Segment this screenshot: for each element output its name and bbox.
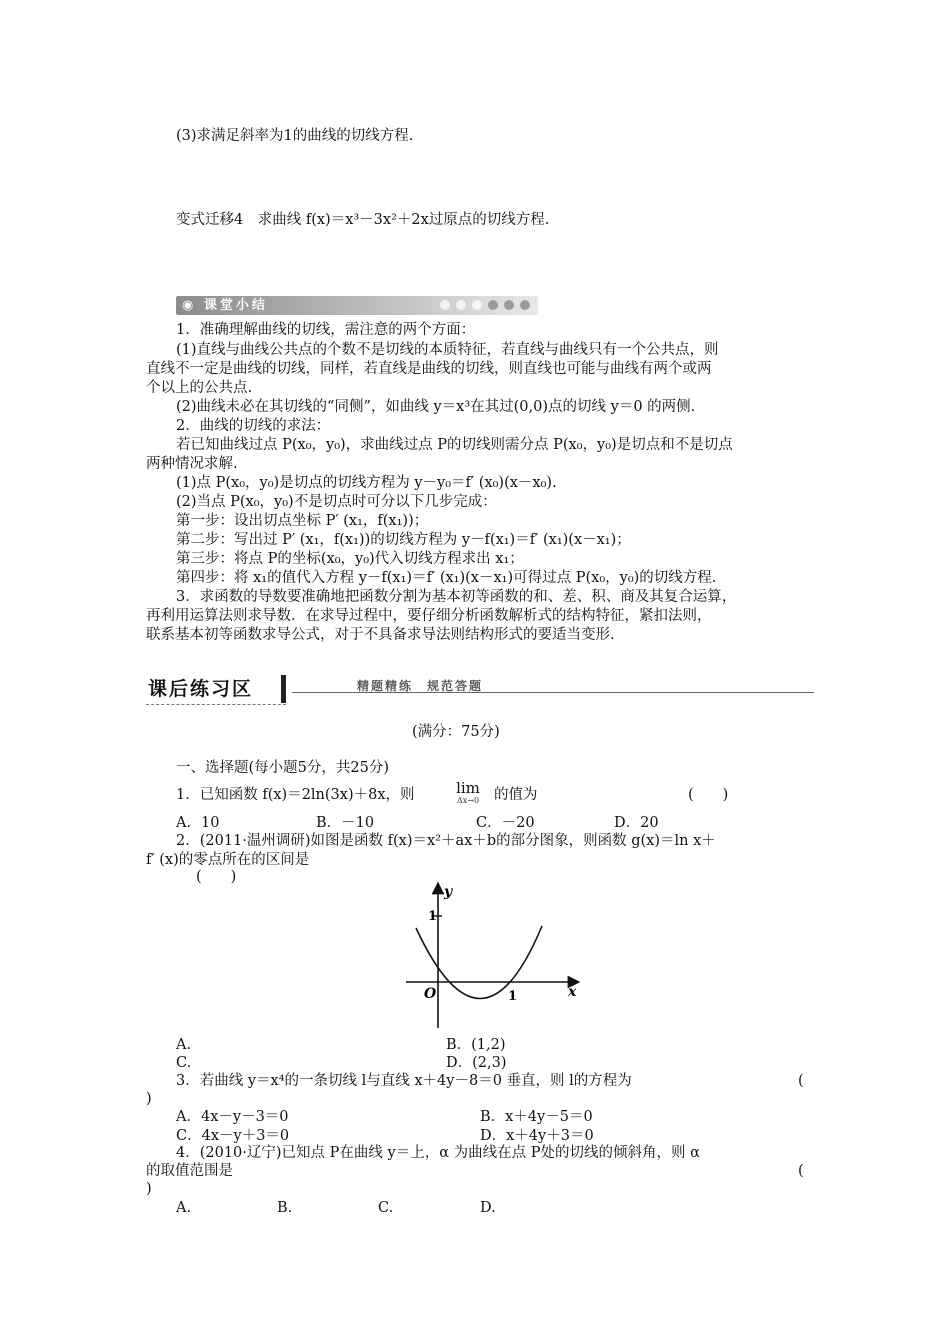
summary-line: 若已知曲线过点 P(x₀，y₀)，求曲线过点 P的切线则需分点 P(x₀，y₀)是切点和不是切点 xyxy=(176,437,733,453)
x-tick-label: 1 xyxy=(508,989,518,1004)
summary-title: ◉ 课堂小结 xyxy=(182,298,268,313)
section-dash xyxy=(146,704,286,705)
q4-text-line2: 的取值范围是 xyxy=(146,1163,233,1179)
q4-option-d: D. xyxy=(480,1200,496,1216)
summary-line: (1)点 P(x₀，y₀)是切点的切线方程为 y－y₀＝f′ (x₀)(x－x₀). xyxy=(176,475,557,491)
section-bar xyxy=(281,675,286,703)
q3-paren-close: ) xyxy=(146,1091,152,1107)
summary-line: (2)曲线未必在其切线的“同侧”，如曲线 y＝x³在其过(0,0)点的切线 y＝0 的两侧. xyxy=(176,399,696,415)
summary-line: 再利用运算法则求导数．在求导过程中，要仔细分析函数解析式的结构特征，紧扣法则， xyxy=(146,608,712,624)
q3-option-b: B．x＋4y－5＝0 xyxy=(480,1109,593,1125)
q1-answer-paren: ( ) xyxy=(688,787,729,803)
summary-line: 2．曲线的切线的求法： xyxy=(176,418,331,434)
q2-text-line1: 2．(2011·温州调研)如图是函数 f(x)＝x²＋ax＋b的部分图象，则函数 g(x)＝ln x＋ xyxy=(176,833,716,849)
q2-text-line2: f′ (x)的零点所在的区间是 xyxy=(146,852,310,868)
summary-banner xyxy=(176,296,538,315)
parabola-graph xyxy=(400,880,590,1030)
q4-text-line1: 4．(2010·辽宁)已知点 P在曲线 y＝上，α 为曲线在点 P处的切线的倾斜角，则 α xyxy=(176,1145,700,1161)
banner-dots xyxy=(440,300,530,310)
variant-4: 变式迁移4 求曲线 f(x)＝x³－3x²＋2x过原点的切线方程. xyxy=(176,212,550,228)
q3-option-c: C．4x－y＋3＝0 xyxy=(176,1128,290,1144)
banner-dot xyxy=(520,300,530,310)
q2-answer-paren: ( ) xyxy=(196,869,237,885)
summary-line: 第三步：将点 P的坐标(x₀，y₀)代入切线方程求出 x₁； xyxy=(176,551,524,567)
section-heading: 一、选择题(每小题5分，共25分) xyxy=(176,760,389,776)
banner-dot xyxy=(472,300,482,310)
q4-option-a: A. xyxy=(176,1200,192,1216)
q1-option-d: D．20 xyxy=(614,815,659,831)
summary-line: 直线不一定是曲线的切线，同样，若直线是曲线的切线，则直线也可能与曲线有两个或两 xyxy=(146,361,712,377)
q1-text: 1．已知函数 f(x)＝2ln(3x)＋8x，则 xyxy=(176,787,415,803)
q3-option-d: D．x＋4y＋3＝0 xyxy=(480,1128,594,1144)
question-3: (3)求满足斜率为1的曲线的切线方程. xyxy=(176,128,414,144)
q2-option-d: D．(2,3) xyxy=(446,1055,507,1071)
score-note: (满分：75分) xyxy=(412,724,500,740)
q3-paren-open: ( xyxy=(798,1073,804,1089)
q2-option-b: B．(1,2) xyxy=(446,1037,506,1053)
q4-paren-open: ( xyxy=(798,1163,804,1179)
q1-option-b: B．－10 xyxy=(316,815,375,831)
practice-subtitle: 精题精练 规范答题 xyxy=(357,679,484,693)
summary-line: 两种情况求解. xyxy=(146,456,238,472)
lim-text: lim xyxy=(456,779,480,797)
banner-dot xyxy=(440,300,450,310)
practice-title: 课后练习区 xyxy=(148,678,254,700)
banner-dot xyxy=(456,300,466,310)
summary-line: 3．求函数的导数要准确地把函数分割为基本初等函数的和、差、积、商及其复合运算， xyxy=(176,589,737,605)
banner-dot xyxy=(504,300,514,310)
y-tick-label: 1 xyxy=(428,909,438,924)
q2-option-a: A. xyxy=(176,1037,192,1053)
summary-line: 第二步：写出过 P′ (x₁，f(x₁))的切线方程为 y－f(x₁)＝f′ (x₁)(x－x₁)； xyxy=(176,532,631,548)
q1-option-c: C．－20 xyxy=(476,815,535,831)
summary-line: 第一步：设出切点坐标 P′ (x₁，f(x₁))； xyxy=(176,513,429,529)
q3-option-a: A．4x－y－3＝0 xyxy=(176,1109,289,1125)
summary-line: 个以上的公共点. xyxy=(146,380,253,396)
banner-dot xyxy=(488,300,498,310)
origin-label: O xyxy=(424,986,437,1002)
lim-sub: Δx→0 xyxy=(456,796,480,805)
summary-line: 联系基本初等函数求导公式，对于不具备求导法则结构形式的要适当变形. xyxy=(146,627,615,643)
summary-line: (2)当点 P(x₀，y₀)不是切点时可分以下几步完成： xyxy=(176,494,497,510)
summary-line: 第四步：将 x₁的值代入方程 y－f(x₁)＝f′ (x₁)(x－x₁)可得过点 P(x₀，y₀)的切线方程. xyxy=(176,570,717,586)
summary-line: (1)直线与曲线公共点的个数不是切线的本质特征，若直线与曲线只有一个公共点，则 xyxy=(176,342,719,358)
q1-tail: 的值为 xyxy=(494,787,538,803)
summary-line: 1．准确理解曲线的切线，需注意的两个方面： xyxy=(176,322,476,338)
q3-text: 3．若曲线 y＝x⁴的一条切线 l与直线 x＋4y－8＝0 垂直，则 l的方程为 xyxy=(176,1073,632,1089)
q1-option-a: A．10 xyxy=(176,815,220,831)
y-label: y xyxy=(444,884,453,900)
q4-option-c: C. xyxy=(378,1200,394,1216)
limit-symbol xyxy=(452,780,484,806)
q4-option-b: B. xyxy=(277,1200,293,1216)
q4-paren-close: ) xyxy=(146,1181,152,1197)
x-label: x xyxy=(568,984,577,1000)
q2-option-c: C. xyxy=(176,1055,192,1071)
